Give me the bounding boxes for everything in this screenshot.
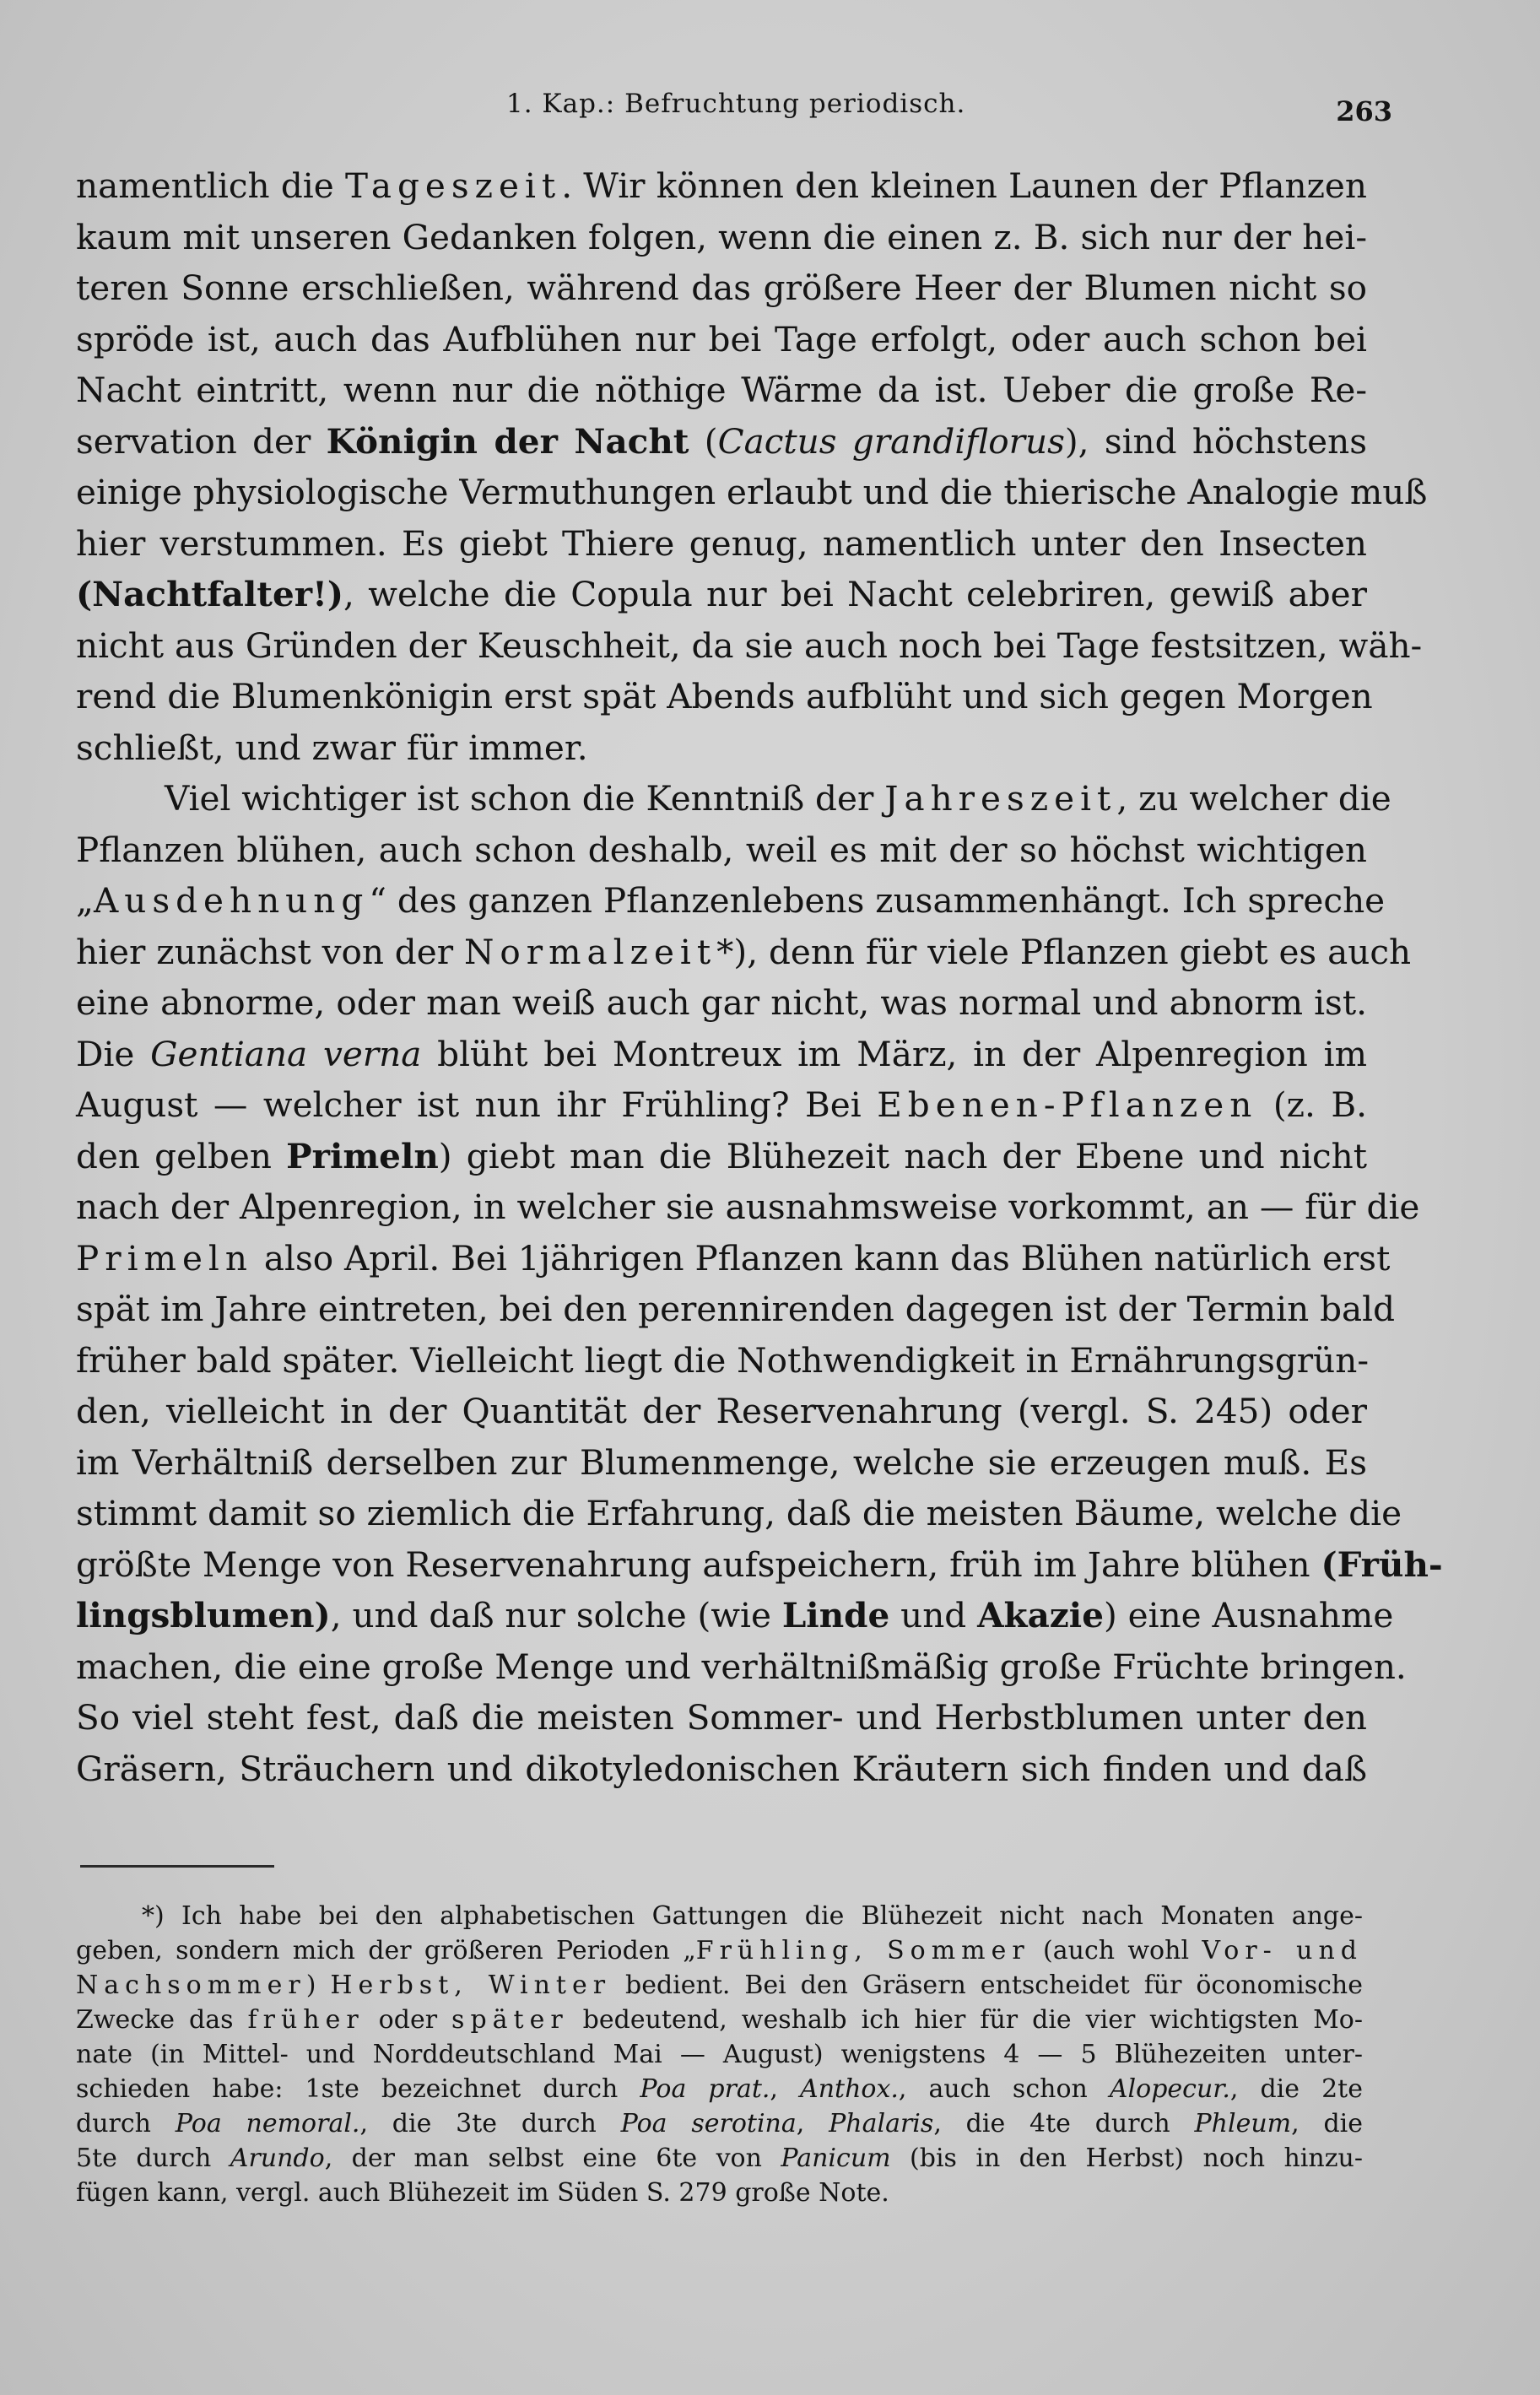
text-line xyxy=(76,467,1428,518)
text-line xyxy=(76,1181,1420,1233)
text-run: , der man selbst eine 6te von xyxy=(324,2144,781,2173)
text-run: ) xyxy=(305,1971,331,2000)
text-run: Arundo xyxy=(230,2144,325,2173)
text-run: Linde xyxy=(781,1595,890,1635)
text-run: , auch schon xyxy=(898,2074,1110,2104)
text-run: *), denn für viele Pflanzen giebt es auch xyxy=(716,931,1412,972)
text-run: Normalzeit xyxy=(463,931,717,972)
text-run: namentlich die xyxy=(76,165,345,206)
text-run: nate (in Mittel- und Norddeutschland Mai — August) wenigstens 4 — 5 Blühezeiten unter- xyxy=(76,2040,1363,2069)
text-line xyxy=(76,1386,1367,1437)
text-run: hier verstummen. Es giebt Thiere genug, namentlich unter den Insecten xyxy=(76,522,1367,564)
text-run: Pflanzen blühen, auch schon deshalb, weil es mit der so höchst wichtigen xyxy=(76,829,1367,870)
text-line xyxy=(76,1233,1391,1284)
text-line xyxy=(76,722,1367,774)
text-run: den, vielleicht in der Quantität der Reservenahrung (vergl. S. 245) oder xyxy=(76,1391,1367,1431)
text-run: nicht aus Gründen der Keuschheit, da sie auch noch bei Tage festsitzen, wäh- xyxy=(76,624,1423,666)
footnote-line xyxy=(76,1968,1363,2003)
text-line xyxy=(76,416,1367,468)
text-line xyxy=(76,262,1367,314)
text-run: ) eine Ausnahme xyxy=(1103,1595,1394,1635)
text-run: Nachsommer xyxy=(76,1971,306,2000)
text-line xyxy=(76,1641,1407,1693)
text-run: , zu welcher die xyxy=(1116,778,1391,819)
footnote-line xyxy=(76,2003,1363,2037)
text-run: größte Menge von Reservenahrung aufspeichern, früh im Jahre blühen xyxy=(76,1544,1321,1585)
text-run: Phalaris xyxy=(829,2109,934,2138)
text-run: später xyxy=(451,2005,569,2035)
text-run: und xyxy=(889,1595,978,1635)
text-run: spät im Jahre eintreten, bei den perennirenden dagegen ist der Termin bald xyxy=(76,1289,1396,1329)
text-line xyxy=(76,1590,1394,1641)
text-line xyxy=(76,1284,1396,1335)
text-run: Nacht eintritt, wenn nur die nöthige Wärme da ist. Ueber die große Re- xyxy=(76,370,1367,410)
text-run: Poa nemoral. xyxy=(175,2109,360,2138)
text-run: also April. Bei 1jährigen Pflanzen kann das Blühen natürlich erst xyxy=(252,1237,1391,1279)
footnote-divider xyxy=(80,1865,274,1868)
text-run: den gelben xyxy=(76,1135,287,1176)
text-run: . Wir können den kleinen Launen der Pflanzen xyxy=(561,165,1367,206)
text-run: Königin der Nacht xyxy=(326,420,689,462)
text-run: im Verhältniß derselben zur Blumenmenge, welche sie erzeugen muß. Es xyxy=(76,1441,1367,1483)
text-run: durch xyxy=(76,2109,176,2138)
text-run: Herbst, Winter xyxy=(330,1971,612,2000)
text-line xyxy=(76,1079,1367,1131)
text-run: oder xyxy=(364,2005,452,2035)
text-run: Poa serotina xyxy=(620,2109,797,2138)
footnote-line xyxy=(76,1899,1363,1933)
footnote-line xyxy=(76,2176,1363,2210)
text-run: ) giebt man die Blühezeit nach der Ebene und nicht xyxy=(438,1135,1367,1176)
text-run: Tageszeit xyxy=(344,165,562,206)
page-header xyxy=(76,89,1392,139)
footnotes xyxy=(76,1899,1363,2210)
text-run: blüht bei Montreux im März, in der Alpenregion im xyxy=(421,1033,1367,1074)
text-run: hier zunächst von der xyxy=(76,931,464,972)
text-run: nach der Alpenregion, in welcher sie ausnahmsweise vorkommt, an — für die xyxy=(76,1187,1420,1227)
text-run: So viel steht fest, daß die meisten Sommer- und Herbstblumen unter den xyxy=(76,1697,1367,1738)
text-run: August — welcher ist nun ihr Frühling? Bei xyxy=(76,1084,878,1125)
text-run: spröde ist, auch das Aufblühen nur bei Tage erfolgt, oder auch schon bei xyxy=(76,318,1367,360)
footnote-line xyxy=(76,2037,1363,2072)
text-run: eine abnorme, oder man weiß auch gar nicht, was normal und abnorm ist. xyxy=(76,982,1367,1023)
text-run: Primeln xyxy=(286,1135,439,1176)
footnote-line xyxy=(76,2106,1363,2141)
text-run: “ des ganzen Pflanzenlebens zusammenhängt. Ich spreche xyxy=(369,880,1386,921)
text-run: ( xyxy=(689,420,718,462)
text-run: (z. B. xyxy=(1257,1084,1367,1125)
text-run: , welche die Copula nur bei Nacht celebriren, gewiß aber xyxy=(343,574,1367,614)
text-run: Zwecke das xyxy=(76,2005,248,2035)
text-run: Gentiana verna xyxy=(150,1033,422,1074)
text-run: , die xyxy=(1291,2109,1363,2138)
text-line xyxy=(76,569,1367,620)
text-run: Alopecur. xyxy=(1109,2074,1230,2104)
text-run: *) Ich habe bei den alphabetischen Gattungen die Blühezeit nicht nach Monaten ange- xyxy=(142,1901,1363,1931)
text-run: , die 4te durch xyxy=(933,2109,1195,2138)
main-text xyxy=(76,160,1443,1794)
text-run: Viel wichtiger ist schon die Kenntniß der xyxy=(165,778,885,819)
text-line xyxy=(76,620,1423,672)
text-run: bedeutend, weshalb ich hier für die vier wichtigsten Mo- xyxy=(568,2005,1363,2035)
footnote-line xyxy=(76,2141,1363,2176)
text-line xyxy=(76,1539,1443,1591)
text-line xyxy=(76,1437,1367,1489)
text-line xyxy=(76,160,1367,212)
text-run: 5te durch xyxy=(76,2144,230,2173)
footnote-line xyxy=(76,2072,1363,2106)
text-run: (auch wohl xyxy=(1029,1936,1202,1965)
text-line xyxy=(76,671,1373,722)
text-line xyxy=(76,1335,1367,1387)
text-run: rend die Blumenkönigin erst spät Abends aufblüht und sich gegen Morgen xyxy=(76,676,1373,716)
text-run: schließt, und zwar für immer. xyxy=(76,727,588,768)
text-line xyxy=(76,875,1386,927)
text-line xyxy=(76,1029,1367,1080)
text-run: servation der xyxy=(76,420,327,462)
text-run: ), sind höchstens xyxy=(1064,420,1367,462)
text-run: Panicum xyxy=(781,2144,891,2173)
text-run: geben, sondern mich der größeren Perioden „ xyxy=(76,1936,696,1965)
text-run: Phleum xyxy=(1194,2109,1292,2138)
text-run: teren Sonne erschließen, während das größere Heer der Blumen nicht so xyxy=(76,268,1367,308)
text-run: , die 2te xyxy=(1229,2074,1363,2104)
text-run: kaum mit unseren Gedanken folgen, wenn die einen z. B. sich nur der hei- xyxy=(76,216,1367,257)
text-line xyxy=(76,365,1367,416)
text-run: früher xyxy=(247,2005,365,2035)
footnote-line xyxy=(76,1933,1363,1968)
text-run: Ebenen-Pflanzen xyxy=(877,1084,1258,1125)
text-run: stimmt damit so ziemlich die Erfahrung, daß die meisten Bäume, welche die xyxy=(76,1493,1402,1533)
text-line xyxy=(76,1488,1402,1539)
text-run: fügen kann, vergl. auch Blühezeit im Süden S. 279 große Note. xyxy=(76,2178,889,2208)
text-line xyxy=(76,927,1412,978)
text-run: Akazie xyxy=(977,1595,1104,1635)
text-run: machen, die eine große Menge und verhältnißmäßig große Früchte bringen. xyxy=(76,1646,1407,1687)
text-run: Anthox. xyxy=(800,2074,899,2104)
text-run: , xyxy=(770,2074,801,2104)
text-line xyxy=(76,977,1367,1029)
text-run: Cactus grandiflorus xyxy=(717,420,1065,462)
text-run: „ xyxy=(76,880,94,921)
text-line xyxy=(76,212,1367,263)
text-line xyxy=(76,1131,1367,1182)
text-run: bedient. Bei den Gräsern entscheidet für öconomische xyxy=(611,1971,1363,2000)
text-run: früher bald später. Vielleicht liegt die Nothwendigkeit in Ernährungsgrün- xyxy=(76,1339,1369,1381)
text-line xyxy=(76,773,1391,824)
text-line xyxy=(76,1692,1367,1744)
text-run: , die 3te durch xyxy=(359,2109,621,2138)
text-run: Frühling, Sommer xyxy=(695,1936,1030,1965)
text-run: , xyxy=(796,2109,829,2138)
text-run: , und daß nur solche (wie xyxy=(330,1595,782,1635)
text-run: Jahreszeit xyxy=(884,778,1117,819)
text-line xyxy=(76,824,1367,876)
text-run: Vor- und xyxy=(1202,1936,1363,1965)
text-run: Primeln xyxy=(76,1237,253,1279)
text-line xyxy=(76,1744,1367,1795)
text-run: Die xyxy=(76,1033,151,1074)
text-run: lingsblumen) xyxy=(76,1595,331,1635)
text-run: Gräsern, Sträuchern und dikotyledonischen Kräutern sich finden und daß xyxy=(76,1748,1367,1789)
text-run: (Nachtfalter!) xyxy=(76,574,344,614)
running-head: 1. Kap.: Befruchtung periodisch. xyxy=(506,89,966,119)
page-number: 263 xyxy=(1336,95,1392,127)
text-line xyxy=(76,314,1367,365)
text-run: (bis in den Herbst) noch hinzu- xyxy=(890,2144,1363,2173)
text-line xyxy=(76,518,1367,570)
text-run: Ausdehnung xyxy=(93,880,370,921)
text-run: Poa prat. xyxy=(640,2074,770,2104)
text-run: einige physiologische Vermuthungen erlaubt und die thierische Analogie muß xyxy=(76,472,1428,512)
text-run: (Früh- xyxy=(1321,1544,1443,1585)
text-run: schieden habe: 1ste bezeichnet durch xyxy=(76,2074,640,2104)
